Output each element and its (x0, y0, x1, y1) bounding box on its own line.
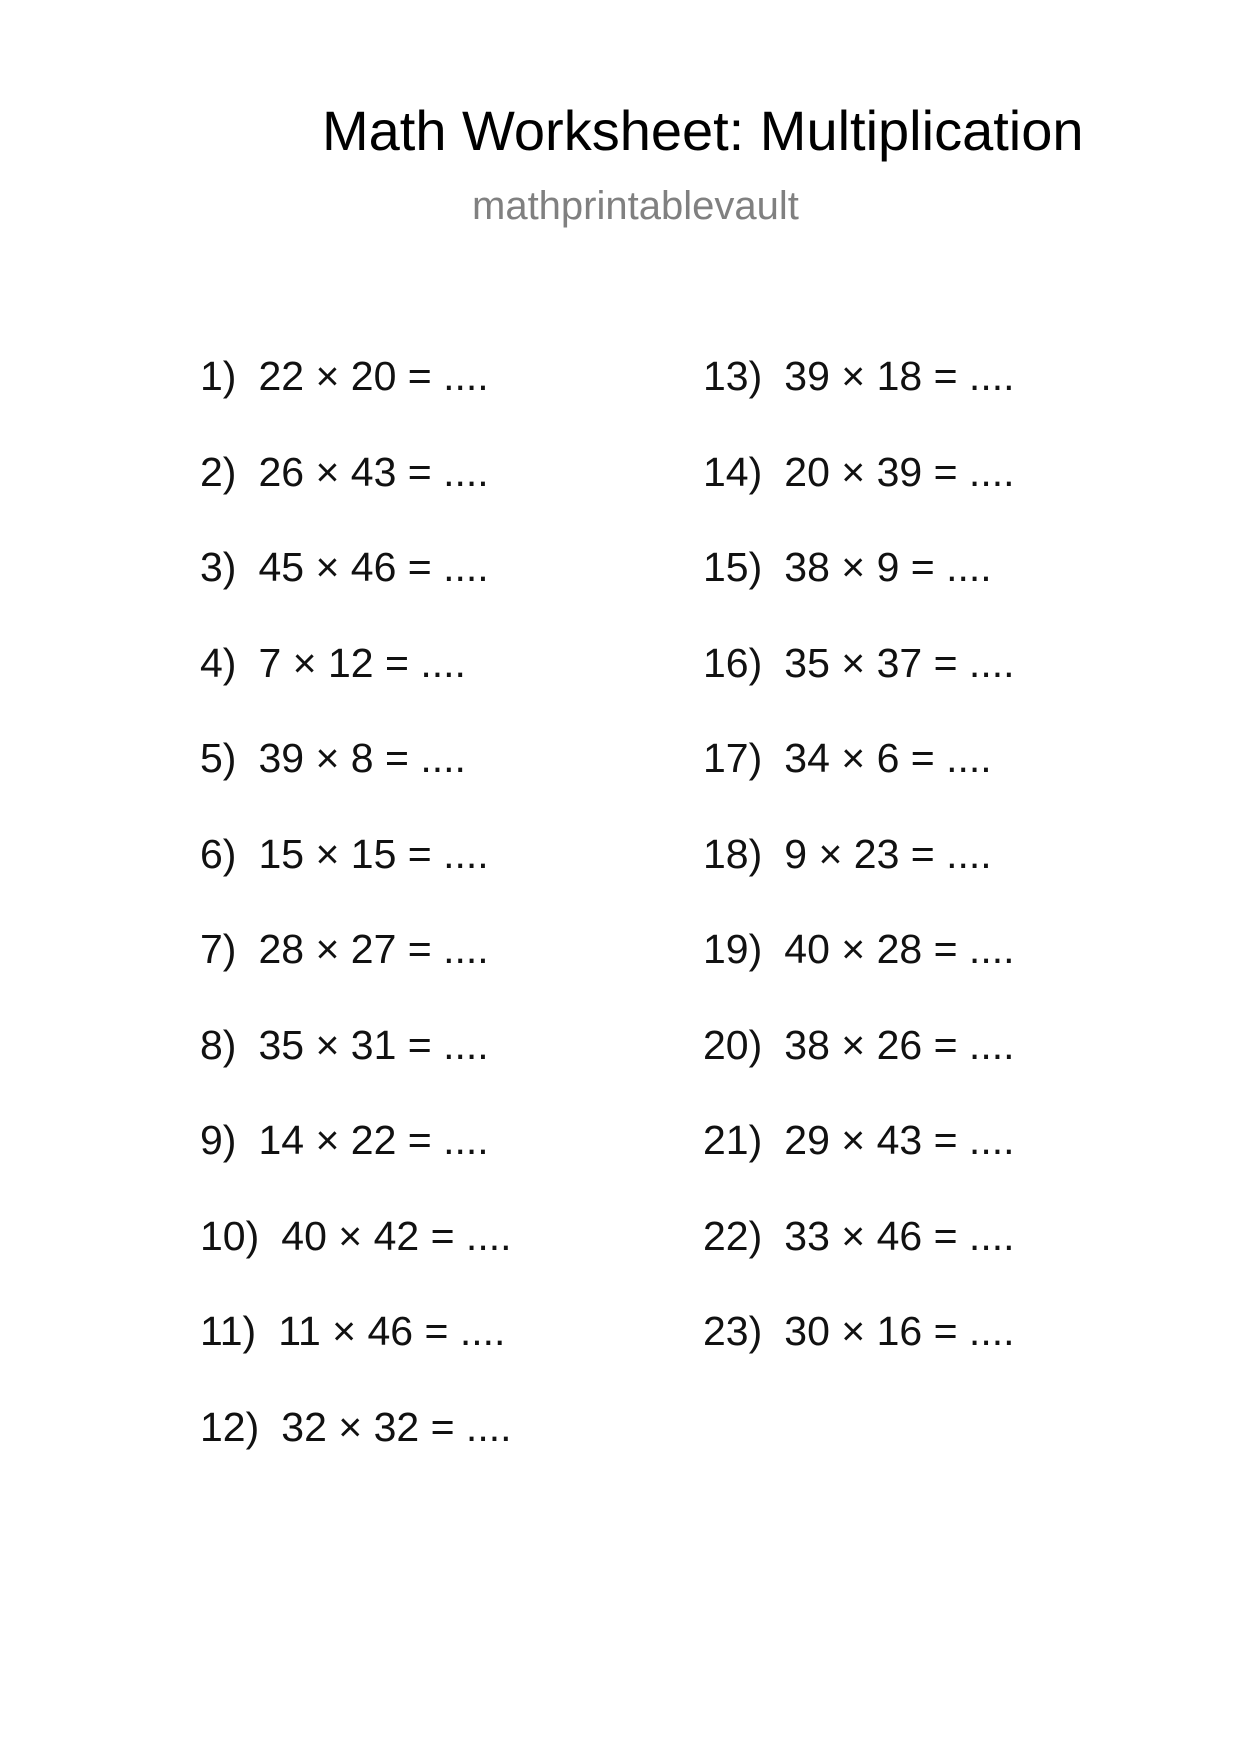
problem-expression: 32 × 32 = .... (281, 1403, 512, 1450)
problem-column-right (703, 350, 1015, 1401)
problem-item (200, 732, 512, 828)
problem-item (200, 350, 512, 446)
problem-expression: 38 × 26 = .... (784, 1021, 1015, 1068)
page-title: Math Worksheet: Multiplication (322, 99, 1084, 162)
problem-item (703, 732, 1015, 828)
problem-number: 19) (703, 926, 763, 972)
problem-expression: 40 × 42 = .... (281, 1212, 512, 1259)
problem-item (703, 923, 1015, 1019)
problem-item (200, 828, 512, 924)
page-subtitle: mathprintablevault (472, 184, 799, 228)
problem-expression: 30 × 16 = .... (784, 1308, 1015, 1354)
problem-expression: 38 × 9 = .... (784, 544, 992, 590)
problem-item (200, 446, 512, 542)
problem-expression: 20 × 39 = .... (784, 448, 1015, 495)
problem-expression: 9 × 23 = .... (784, 830, 992, 877)
problem-number: 17) (703, 735, 763, 781)
problem-item (703, 637, 1015, 733)
problem-expression: 39 × 18 = .... (784, 353, 1015, 399)
problem-number: 1) (200, 353, 237, 399)
problem-item (703, 1210, 1015, 1306)
problem-item (703, 828, 1015, 924)
problem-number: 5) (200, 735, 237, 781)
problem-item (703, 1305, 1015, 1401)
problem-expression: 45 × 46 = .... (258, 544, 489, 590)
problem-item (200, 1305, 512, 1401)
problem-item (200, 1401, 512, 1497)
problem-expression: 33 × 46 = .... (784, 1212, 1015, 1259)
problem-item (703, 1114, 1015, 1210)
problem-number: 4) (200, 639, 237, 686)
problem-expression: 39 × 8 = .... (258, 735, 466, 781)
problem-expression: 15 × 15 = .... (258, 830, 489, 877)
problem-number: 23) (703, 1308, 763, 1354)
problem-item (200, 1019, 512, 1115)
problem-item (703, 446, 1015, 542)
problem-expression: 40 × 28 = .... (784, 926, 1015, 972)
problem-expression: 35 × 37 = .... (784, 639, 1015, 686)
problem-expression: 29 × 43 = .... (784, 1117, 1015, 1163)
problem-number: 18) (703, 830, 763, 877)
problem-number: 10) (200, 1212, 260, 1259)
problem-item (200, 637, 512, 733)
problem-number: 8) (200, 1021, 237, 1068)
problem-item (703, 1019, 1015, 1115)
problem-item (200, 1114, 512, 1210)
problem-number: 22) (703, 1212, 763, 1259)
problem-expression: 7 × 12 = .... (258, 639, 466, 686)
problem-number: 21) (703, 1117, 763, 1163)
problem-expression: 34 × 6 = .... (784, 735, 992, 781)
problem-expression: 28 × 27 = .... (258, 926, 489, 972)
problem-number: 6) (200, 830, 237, 877)
problem-expression: 11 × 46 = .... (278, 1308, 506, 1354)
problem-number: 3) (200, 544, 237, 590)
problem-number: 15) (703, 544, 763, 590)
problem-number: 16) (703, 639, 763, 686)
problem-item (200, 541, 512, 637)
problem-item (200, 1210, 512, 1306)
problem-expression: 14 × 22 = .... (258, 1117, 489, 1163)
problem-expression: 26 × 43 = .... (258, 448, 489, 495)
problem-number: 14) (703, 448, 763, 495)
problem-number: 9) (200, 1117, 237, 1163)
problem-column-left (200, 350, 512, 1496)
problem-number: 2) (200, 448, 237, 495)
problem-expression: 35 × 31 = .... (258, 1021, 489, 1068)
problem-expression: 22 × 20 = .... (258, 353, 489, 399)
problem-number: 7) (200, 926, 237, 972)
problem-number: 11) (200, 1308, 257, 1354)
problem-item (703, 541, 1015, 637)
problem-item (703, 350, 1015, 446)
problem-item (200, 923, 512, 1019)
problem-number: 20) (703, 1021, 763, 1068)
problem-number: 13) (703, 353, 763, 399)
problem-number: 12) (200, 1403, 260, 1450)
